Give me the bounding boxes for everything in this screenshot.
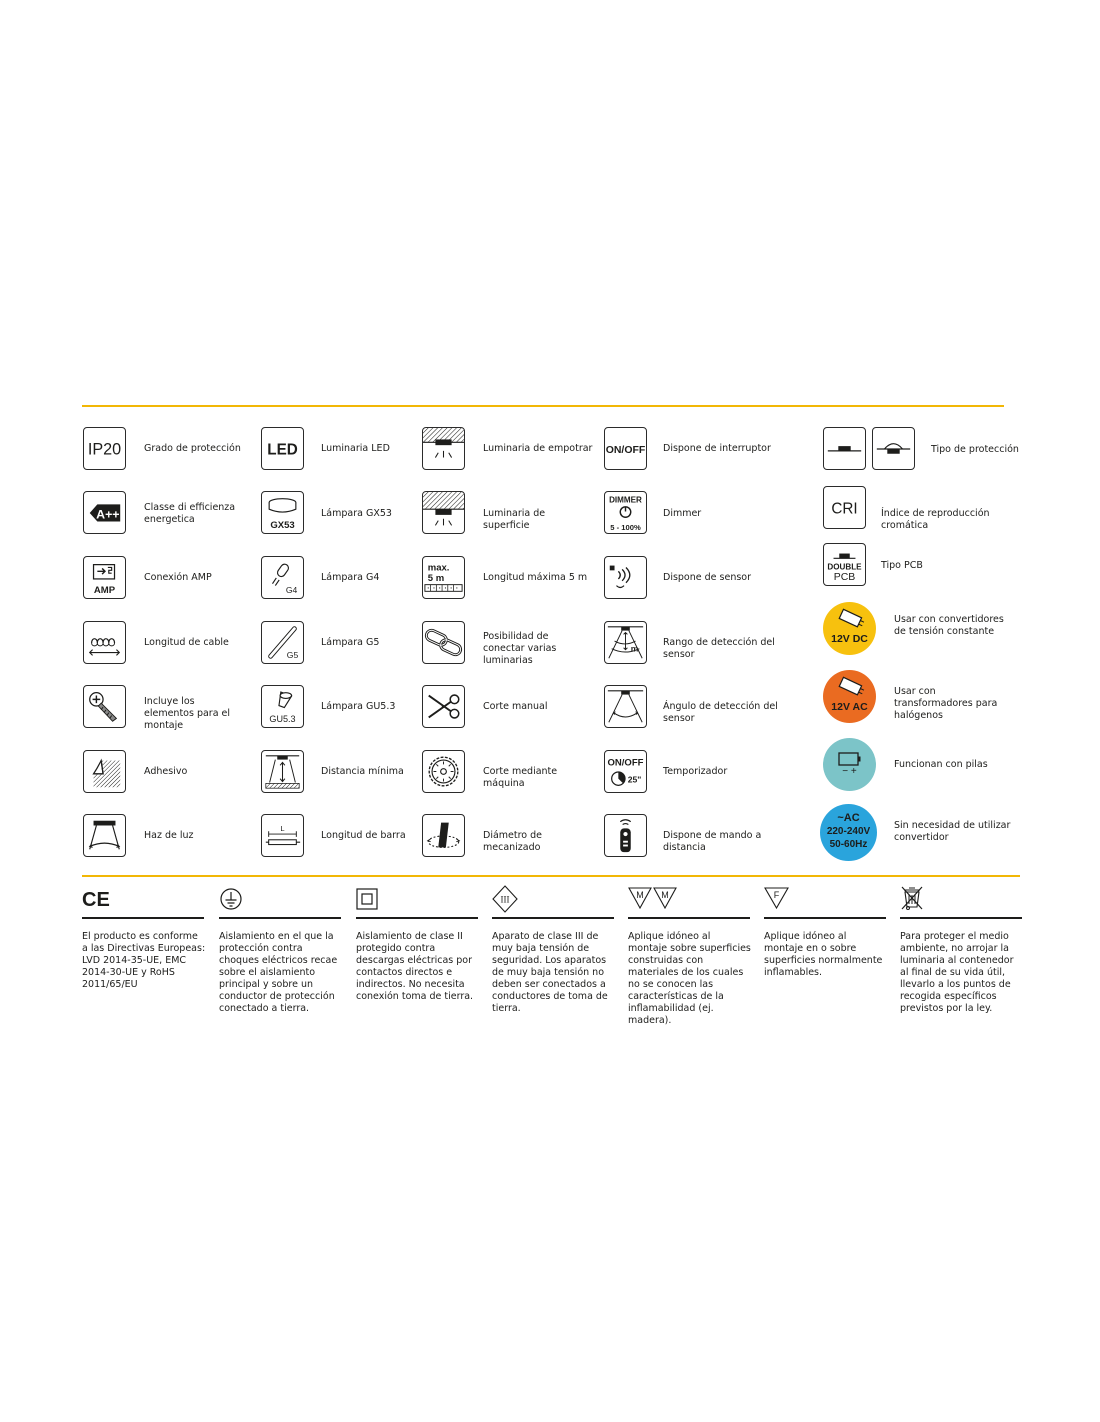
legend-label: Rango de detección del sensor bbox=[663, 637, 775, 660]
legend-label: Adhesivo bbox=[144, 766, 188, 777]
svg-text:CE: CE bbox=[82, 889, 110, 911]
svg-text:220-240V: 220-240V bbox=[826, 826, 871, 837]
ac-transformer-icon bbox=[823, 670, 876, 723]
svg-text:5 m: 5 m bbox=[427, 572, 445, 584]
g5-lamp-icon bbox=[261, 621, 304, 664]
timer-icon bbox=[604, 750, 647, 793]
legend-label: Lámpara GX53 bbox=[321, 508, 392, 519]
class-iii-icon bbox=[492, 885, 518, 913]
pcb-icon bbox=[823, 543, 866, 586]
on-off-icon bbox=[604, 427, 647, 470]
adhesive-icon bbox=[83, 750, 126, 793]
legend-label: Tipo de protección bbox=[931, 444, 1019, 455]
legend-label: Haz de luz bbox=[144, 830, 194, 841]
svg-text:M: M bbox=[636, 890, 644, 900]
svg-text:CRI: CRI bbox=[831, 500, 858, 518]
compliance-text: Aislamiento en el que la protección contra choques eléctricos recae sobre el aislamiento principal y sobre un conductor de protección conectado a tierra. bbox=[219, 931, 338, 1014]
cable-coil-icon bbox=[83, 621, 126, 664]
svg-text:ON/OFF: ON/OFF bbox=[605, 444, 646, 456]
bar-length-icon bbox=[261, 814, 304, 857]
beam-angle-icon bbox=[83, 814, 126, 857]
legend-label: Índice de reproducción cromática bbox=[881, 508, 990, 531]
gu53-lamp-icon bbox=[261, 685, 304, 728]
svg-text:III: III bbox=[500, 894, 510, 905]
svg-text:~AC: ~AC bbox=[837, 812, 860, 824]
legend-label: Lámpara G5 bbox=[321, 637, 380, 648]
chain-link-icon bbox=[422, 621, 465, 664]
gx53-lamp-icon bbox=[261, 491, 304, 534]
section-rule bbox=[628, 917, 750, 919]
compliance-text: El producto es conforme a las Directivas Europeas: LVD 2014-35-UE, EMC 2014-30-UE y RoHS 2011/65/EU bbox=[82, 931, 206, 990]
legend-label: Ángulo de detección del sensor bbox=[663, 701, 778, 724]
section-rule bbox=[356, 917, 478, 919]
legend-label: Longitud de barra bbox=[321, 830, 406, 841]
legend-label: Longitud máxima 5 m bbox=[483, 572, 588, 583]
svg-text:G5: G5 bbox=[286, 650, 299, 661]
legend-label: Tipo PCB bbox=[881, 560, 923, 571]
svg-text:ON/OFF: ON/OFF bbox=[607, 757, 644, 769]
ce-mark-icon bbox=[82, 887, 112, 911]
svg-text:m: m bbox=[630, 643, 639, 654]
led-icon bbox=[261, 427, 304, 470]
compliance-text: Aislamiento de clase II protegido contra descargas eléctricas por contactos directos e indirectos. No necesita conexión toma de tierra. bbox=[356, 931, 474, 1002]
protection-type-icon bbox=[823, 427, 866, 470]
section-rule bbox=[492, 917, 614, 919]
svg-text:50-60Hz: 50-60Hz bbox=[829, 839, 868, 850]
legend-label: Longitud de cable bbox=[144, 637, 229, 648]
legend-label: Posibilidad de conectar varias luminarias bbox=[483, 631, 557, 666]
earth-ground-icon bbox=[219, 887, 243, 911]
legend-label: Classe di efficienza energetica bbox=[144, 502, 236, 525]
legend-label: Sin necesidad de utilizar convertidor bbox=[894, 820, 1011, 843]
compliance-text: Aplique idóneo al montaje sobre superficies construidas con materiales de los cuales no se conocen las características de la inflamabilidad (ej. madera). bbox=[628, 931, 751, 1026]
legend-label: Usar con convertidores de tensión constante bbox=[894, 614, 1004, 637]
section-rule bbox=[900, 917, 1022, 919]
class-ii-icon bbox=[356, 888, 378, 910]
legend-label: Luminaria LED bbox=[321, 443, 390, 454]
svg-text:M: M bbox=[661, 890, 669, 900]
legend-label: Grado de protección bbox=[144, 443, 241, 454]
svg-text:A++: A++ bbox=[96, 507, 120, 522]
g4-lamp-icon bbox=[261, 556, 304, 599]
svg-text:L: L bbox=[280, 824, 285, 834]
top-accent-rule bbox=[82, 405, 1004, 407]
legend-label: Luminaria de superficie bbox=[483, 508, 546, 531]
svg-text:GX53: GX53 bbox=[270, 520, 295, 532]
recessed-luminaire-icon bbox=[422, 427, 465, 470]
legend-label: Conexión AMP bbox=[144, 572, 212, 583]
svg-text:DIMMER: DIMMER bbox=[609, 495, 642, 505]
remote-control-icon bbox=[604, 814, 647, 857]
f-mark-icon bbox=[764, 887, 790, 909]
dimmer-icon bbox=[604, 491, 647, 534]
drill-diameter-icon bbox=[422, 814, 465, 857]
mm-mark-icon bbox=[628, 887, 678, 909]
protection-type-icon bbox=[872, 427, 915, 470]
no-driver-icon bbox=[820, 804, 877, 861]
legend-label: Lámpara GU5.3 bbox=[321, 701, 396, 712]
section-rule bbox=[764, 917, 886, 919]
energy-class-icon bbox=[83, 491, 126, 534]
bottom-accent-rule bbox=[82, 875, 1020, 877]
legend-label: Luminaria de empotrar bbox=[483, 443, 593, 454]
max-length-icon bbox=[422, 556, 465, 599]
ip20-icon bbox=[83, 427, 126, 470]
legend-label: Usar con transformadores para halógenos bbox=[894, 686, 998, 721]
svg-text:GU5.3: GU5.3 bbox=[269, 714, 296, 725]
svg-text:LED: LED bbox=[267, 441, 298, 459]
legend-label: Dispone de interruptor bbox=[663, 443, 771, 454]
sensor-icon bbox=[604, 556, 647, 599]
legend-label: Dimmer bbox=[663, 508, 702, 519]
battery-icon bbox=[823, 738, 876, 791]
svg-text:− +: − + bbox=[842, 766, 857, 777]
svg-text:F: F bbox=[773, 890, 780, 900]
legend-label: Funcionan con pilas bbox=[894, 759, 988, 770]
sensor-range-icon bbox=[604, 621, 647, 664]
scissors-icon bbox=[422, 685, 465, 728]
legend-label: Corte mediante máquina bbox=[483, 766, 558, 789]
dc-driver-icon bbox=[823, 602, 876, 655]
minimum-distance-icon bbox=[261, 750, 304, 793]
svg-text:max.: max. bbox=[427, 562, 450, 574]
svg-text:AMP: AMP bbox=[93, 585, 116, 597]
legend-label: Dispone de sensor bbox=[663, 572, 752, 583]
section-rule bbox=[219, 917, 341, 919]
amp-connection-icon bbox=[83, 556, 126, 599]
section-rule bbox=[82, 917, 204, 919]
saw-blade-icon bbox=[422, 750, 465, 793]
svg-text:12V AC: 12V AC bbox=[831, 701, 868, 713]
svg-text:DOUBLE: DOUBLE bbox=[827, 562, 862, 572]
screw-icon bbox=[83, 685, 126, 728]
compliance-text: Aplique idóneo al montaje en o sobre superficies normalmente inflamables. bbox=[764, 931, 883, 978]
legend-label: Temporizador bbox=[663, 766, 728, 777]
legend-label: Incluye los elementos para el montaje bbox=[144, 696, 231, 731]
legend-label: Dispone de mando a distancia bbox=[663, 830, 762, 853]
compliance-text: Aparato de clase III de muy baja tensión de seguridad. Los aparatos de muy baja tensión no deben ser conectados a conductores de toma de tierra. bbox=[492, 931, 608, 1014]
legend-label: Distancia mínima bbox=[321, 766, 404, 777]
svg-text:25": 25" bbox=[627, 774, 642, 785]
legend-label: Lámpara G4 bbox=[321, 572, 380, 583]
svg-text:12V DC: 12V DC bbox=[831, 633, 868, 645]
weee-bin-icon bbox=[900, 885, 924, 911]
svg-text:PCB: PCB bbox=[833, 572, 856, 584]
svg-text:5 - 100%: 5 - 100% bbox=[610, 523, 641, 533]
sensor-angle-icon bbox=[604, 685, 647, 728]
svg-text:IP20: IP20 bbox=[87, 440, 122, 459]
legend-label: Corte manual bbox=[483, 701, 548, 712]
cri-icon bbox=[823, 486, 866, 529]
legend-label: Diámetro de mecanizado bbox=[483, 830, 543, 853]
compliance-text: Para proteger el medio ambiente, no arrojar la luminaria al contenedor al final de su vida útil, llevarlo a los puntos de recogida específicos previstos por la ley. bbox=[900, 931, 1014, 1014]
surface-luminaire-icon bbox=[422, 491, 465, 534]
svg-text:G4: G4 bbox=[285, 585, 298, 596]
